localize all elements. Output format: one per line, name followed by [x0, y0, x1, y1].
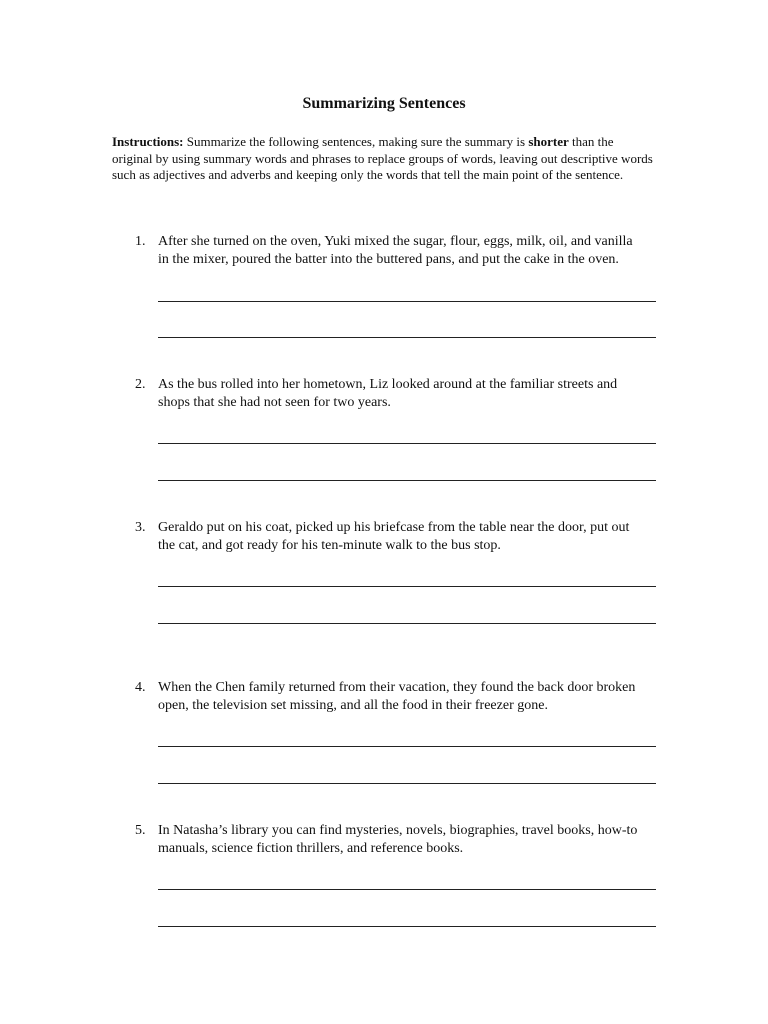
answer-line[interactable]	[158, 783, 656, 784]
answer-line[interactable]	[158, 443, 656, 444]
answer-line[interactable]	[158, 926, 656, 927]
item-sentence: When the Chen family returned from their vacation, they found the back door broken open, the television set missing, and all the food in their freezer gone.	[158, 680, 636, 713]
instructions-emphasis: shorter	[528, 134, 569, 149]
answer-line[interactable]	[158, 480, 656, 481]
answer-line[interactable]	[158, 301, 656, 302]
answer-line[interactable]	[158, 889, 656, 890]
item-number: 2.	[135, 377, 146, 392]
instructions-paragraph	[112, 134, 657, 184]
instructions-text-after: than the original by using summary words and phrases to replace groups of words, leaving out descriptive words such as adjectives and adverbs and keeping only the words that tell the main point of the sentence.	[112, 134, 653, 182]
item-number: 4.	[135, 680, 146, 695]
item-number: 1.	[135, 234, 146, 249]
instructions-text-before: Summarize the following sentences, making sure the summary is	[183, 134, 529, 149]
item-number: 3.	[135, 520, 146, 535]
item-sentence: After she turned on the oven, Yuki mixed the sugar, flour, eggs, milk, oil, and vanilla in the mixer, poured the batter into the buttered pans, and put the cake in the oven.	[158, 234, 633, 267]
instructions-label: Instructions:	[112, 134, 184, 149]
answer-line[interactable]	[158, 337, 656, 338]
answer-line[interactable]	[158, 746, 656, 747]
answer-line[interactable]	[158, 586, 656, 587]
item-sentence: In Natasha’s library you can find mysteries, novels, biographies, travel books, how-to manuals, science fiction thrillers, and reference books.	[158, 823, 638, 856]
answer-line[interactable]	[158, 623, 656, 624]
item-sentence: As the bus rolled into her hometown, Liz looked around at the familiar streets and shops that she had not seen for two years.	[158, 377, 618, 410]
item-number: 5.	[135, 823, 146, 838]
page-title: Summarizing Sentences	[302, 95, 466, 112]
item-sentence: Geraldo put on his coat, picked up his briefcase from the table near the door, put out the cat, and got ready for his ten-minute walk to the bus stop.	[158, 520, 630, 553]
